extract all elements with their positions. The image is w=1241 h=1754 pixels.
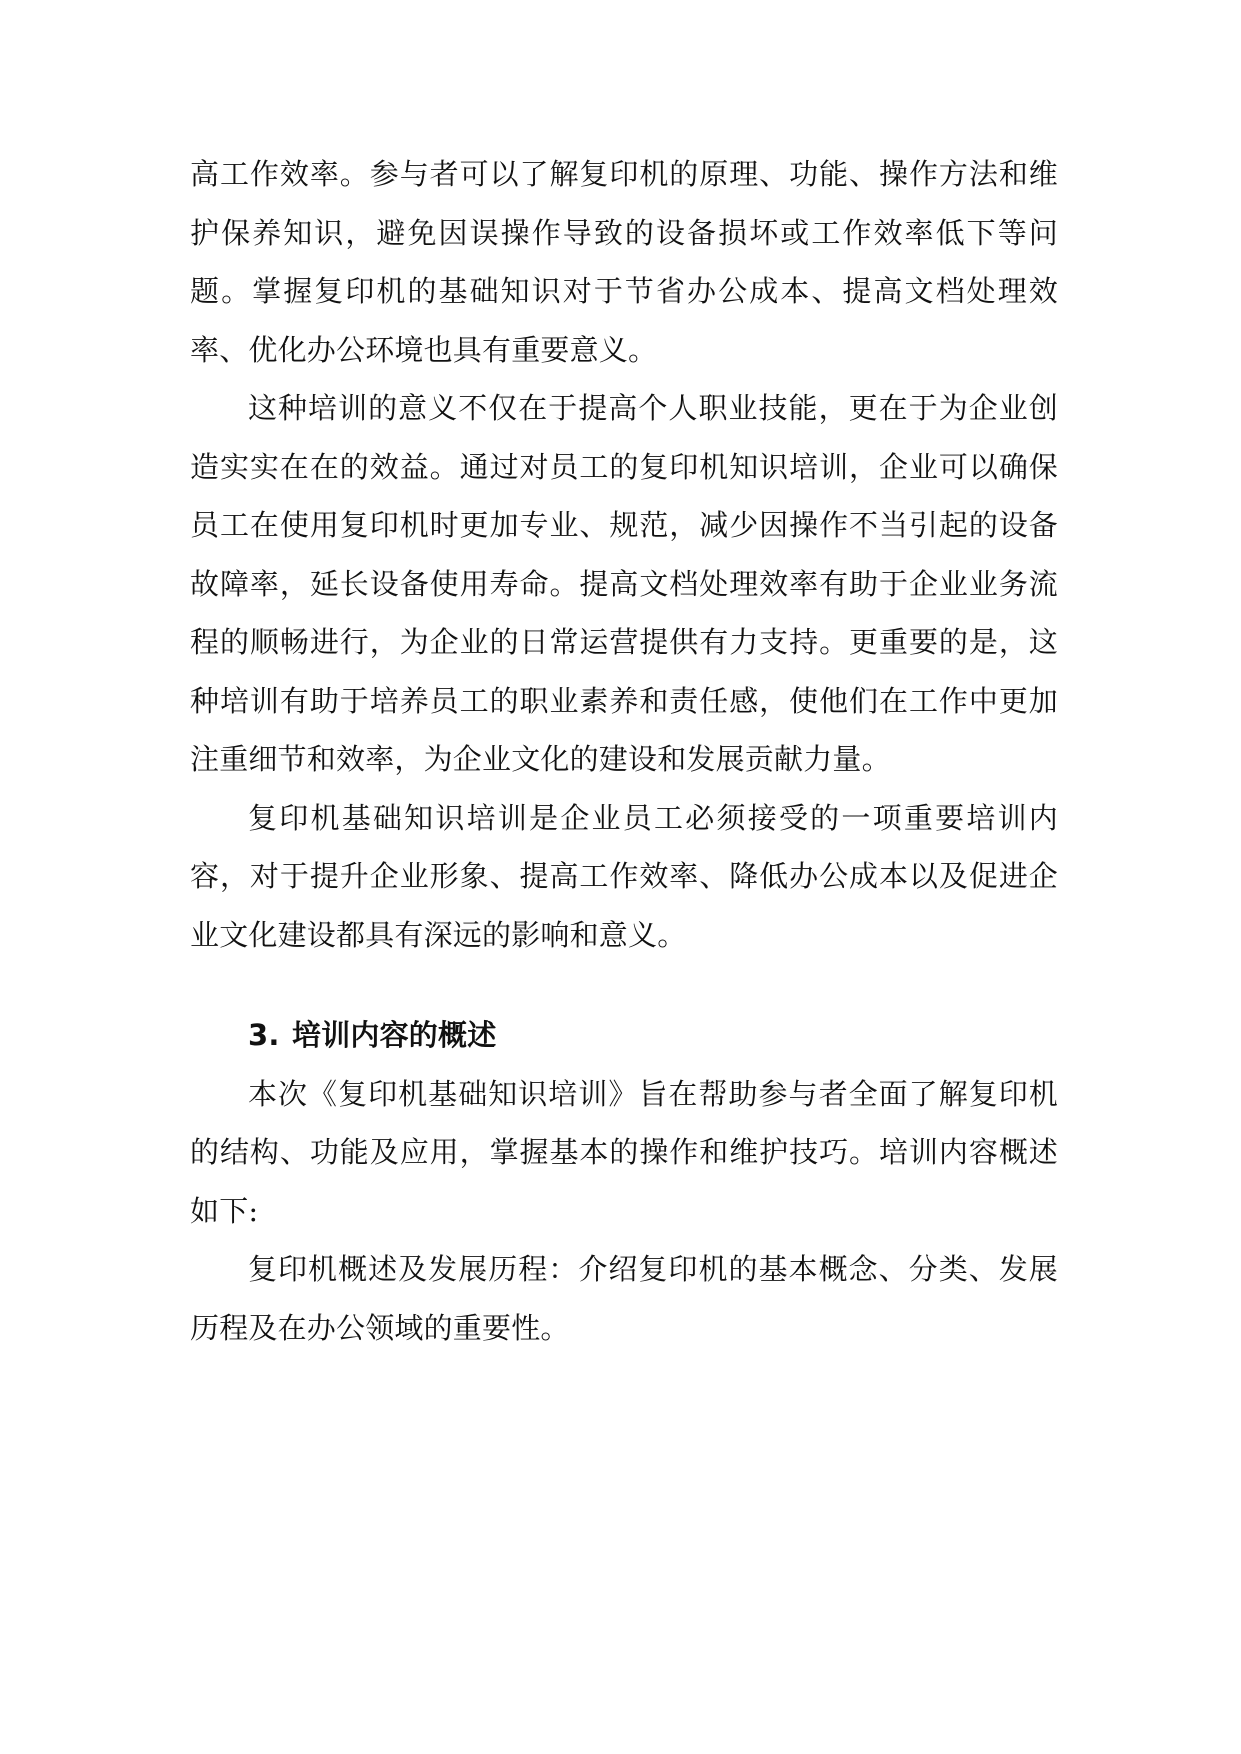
paragraph-training-summary: 复印机基础知识培训是企业员工必须接受的一项重要培训内容，对于提升企业形象、提高工作效率、降低办公成本以及促进企业文化建设都具有深远的影响和意义。: [190, 800, 1058, 952]
section-number: 3.: [248, 1018, 280, 1052]
paragraph-content-intro: 本次《复印机基础知识培训》旨在帮助参与者全面了解复印机的结构、功能及应用，掌握基本的操作和维护技巧。培训内容概述如下:: [190, 1076, 1058, 1228]
section-heading: [190, 1006, 1058, 1065]
paragraph-overview-history: 复印机概述及发展历程：介绍复印机的基本概念、分类、发展历程及在办公领域的重要性。: [190, 1252, 1058, 1345]
document-body: [190, 145, 1058, 1357]
paragraph-training-significance: 这种培训的意义不仅在于提高个人职业技能，更在于为企业创造实实在在的效益。通过对员工的复印机知识培训，企业可以确保员工在使用复印机时更加专业、规范，减少因操作不当引起的设备故障率，延长设备使用寿命。提高文档处理效率有助于企业业务流程的顺畅进行，为企业的日常运营提供有力支持。更重要的是，这种培训有助于培养员工的职业素养和责任感，使他们在工作中更加注重细节和效率，为企业文化的建设和发展贡献力量。: [190, 391, 1058, 776]
section-title: 培训内容的概述: [292, 1018, 497, 1052]
paragraph-continued: 高工作效率。参与者可以了解复印机的原理、功能、操作方法和维护保养知识，避免因误操作导致的设备损坏或工作效率低下等问题。掌握复印机的基础知识对于节省办公成本、提高文档处理效率、优化办公环境也具有重要意义。: [190, 157, 1058, 367]
